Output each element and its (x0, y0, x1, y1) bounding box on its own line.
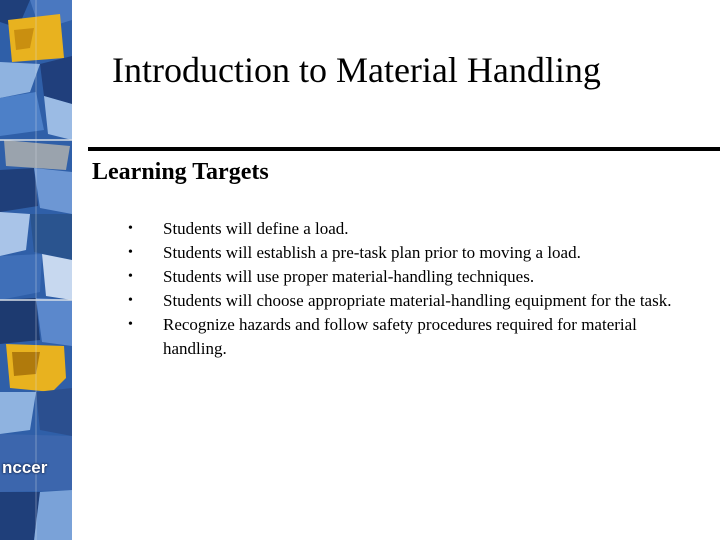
list-item (128, 217, 698, 241)
section-heading: Learning Targets (92, 159, 269, 185)
list-item-text: Students will choose appropriate material-handling equipment for the task. (163, 291, 672, 310)
slide-title: Introduction to Material Handling (112, 50, 601, 90)
bullet-icon: • (128, 221, 133, 236)
list-item-text: Students will use proper material-handling techniques. (163, 267, 535, 286)
nccer-logo-text: nccer (2, 458, 48, 477)
bullet-icon: • (128, 245, 133, 260)
title-divider (88, 147, 720, 151)
bullet-icon: • (128, 317, 133, 332)
learning-targets-list (128, 217, 698, 361)
mosaic-sidebar (0, 0, 72, 540)
list-item (128, 313, 698, 361)
list-item (128, 265, 698, 289)
list-item (128, 241, 698, 265)
bullet-icon: • (128, 293, 133, 308)
list-item (128, 289, 698, 313)
list-item-text: Students will define a load. (163, 219, 349, 238)
list-item-text: Recognize hazards and follow safety procedures required for material handling. (163, 315, 637, 358)
list-item-text: Students will establish a pre-task plan prior to moving a load. (163, 243, 581, 262)
bullet-icon: • (128, 269, 133, 284)
